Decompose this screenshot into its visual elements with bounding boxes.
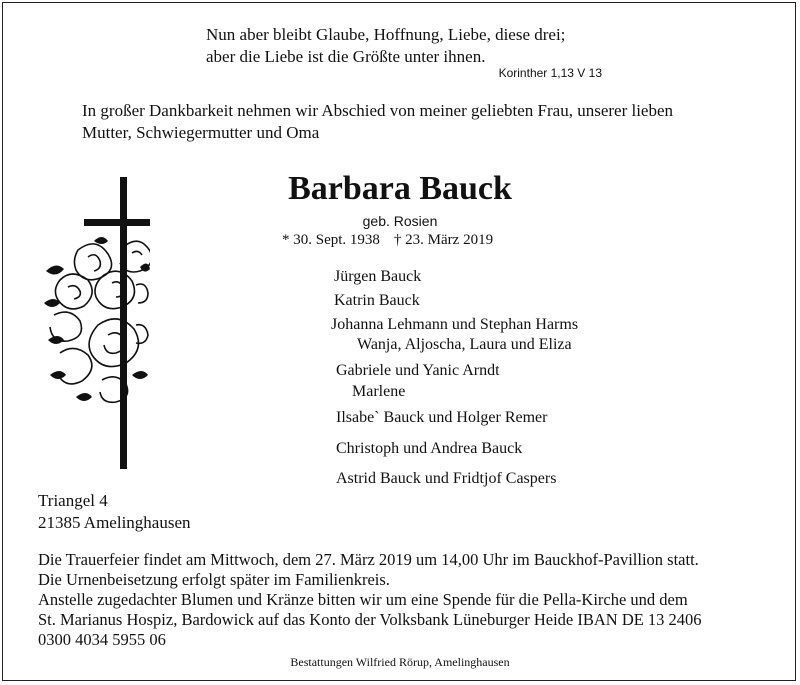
mourner-9: Astrid Bauck und Fridtjof Caspers — [336, 470, 557, 487]
death-date: † 23. März 2019 — [393, 232, 494, 248]
notice-line-1: Die Trauerfeier findet am Mittwoch, dem 27. März 2019 um 14,00 Uhr im Bauckhof-Pavillion statt. — [38, 550, 699, 569]
cross-with-roses-icon — [40, 175, 150, 475]
mourner-1: Jürgen Bauck — [334, 268, 422, 285]
mourner-3: Johanna Lehmann und Stephan Harms — [331, 316, 579, 333]
funeral-notice — [38, 550, 702, 650]
deceased-name: Barbara Bauck — [288, 170, 512, 207]
maiden-name: geb. Rosien — [362, 213, 438, 229]
intro-line-2: Mutter, Schwiegermutter und Oma — [82, 123, 320, 142]
mourner-5: Gabriele und Yanic Arndt — [336, 362, 500, 379]
address — [38, 490, 191, 534]
bible-verse — [206, 24, 565, 68]
address-city: 21385 Amelinghausen — [38, 513, 191, 532]
verse-source: Korinther 1,13 V 13 — [498, 66, 602, 80]
mourner-8: Christoph und Andrea Bauck — [336, 440, 523, 457]
verse-line-2: aber die Liebe ist die Größte unter ihnen. — [206, 47, 486, 66]
intro-line-1: In großer Dankbarkeit nehmen wir Abschied von meiner geliebten Frau, unserer lieben — [82, 101, 674, 120]
mourner-2: Katrin Bauck — [334, 292, 420, 309]
verse-line-1: Nun aber bleibt Glaube, Hoffnung, Liebe, diese drei; — [206, 25, 566, 44]
notice-line-4: St. Marianus Hospiz, Bardowick auf das Konto der Volksbank Lüneburger Heide IBAN DE 13 2406 — [38, 610, 702, 629]
address-street: Triangel 4 — [38, 491, 108, 510]
mourner-4: Wanja, Aljoscha, Laura und Eliza — [357, 336, 572, 353]
mourner-6: Marlene — [352, 383, 406, 400]
intro-text — [82, 100, 673, 144]
notice-line-5: 0300 4034 5955 06 — [38, 630, 166, 649]
birth-date: * 30. Sept. 1938 — [282, 232, 380, 248]
funeral-home: Bestattungen Wilfried Rörup, Amelinghausen — [290, 655, 510, 669]
mourner-7: Ilsabe` Bauck und Holger Remer — [336, 409, 548, 426]
notice-line-2: Die Urnenbeisetzung erfolgt später im Familienkreis. — [38, 570, 390, 589]
notice-line-3: Anstelle zugedachter Blumen und Kränze bitten wir um eine Spende für die Pella-Kirche und dem — [38, 590, 688, 609]
life-dates — [282, 232, 493, 249]
